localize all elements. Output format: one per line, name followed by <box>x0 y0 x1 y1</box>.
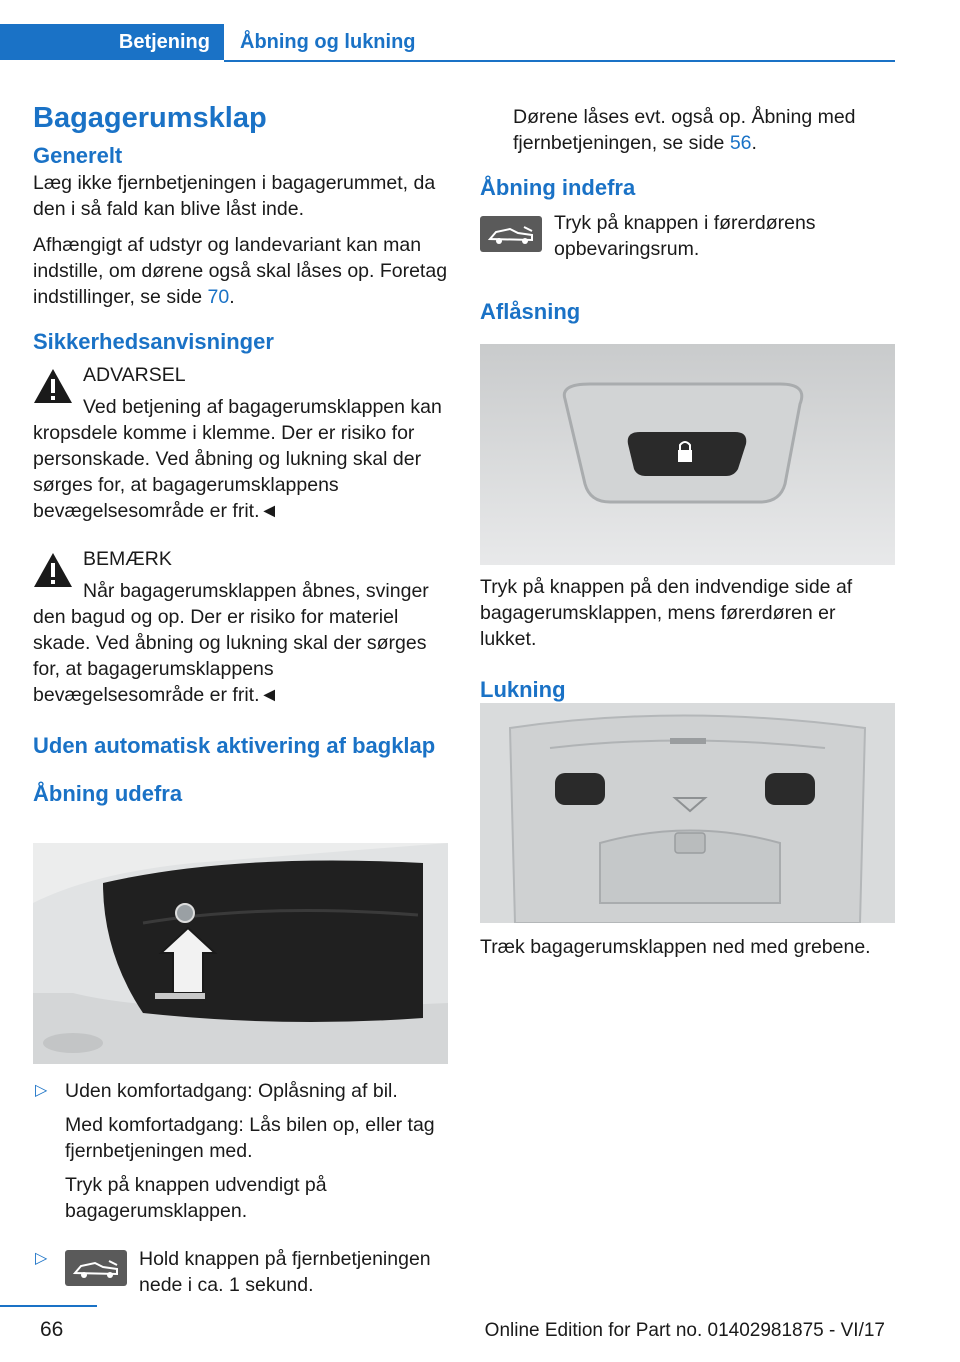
tab-betjening[interactable]: Betjening <box>0 24 224 60</box>
footer-rule <box>0 1305 97 1307</box>
warning-icon <box>33 368 73 404</box>
warning-label: ADVARSEL <box>83 364 186 386</box>
continuation-end: . <box>751 132 757 154</box>
bullet-1-line-3: Tryk på knappen udvendigt på bagagerumsklappen. <box>65 1174 327 1222</box>
close-paragraph-wrap <box>480 934 895 970</box>
trunk-exterior-photo <box>33 843 448 1064</box>
car-rear-illustration <box>33 843 448 1064</box>
bullet-2 <box>33 1246 448 1298</box>
close-text: Træk bagagerumsklappen ned med grebene. <box>480 936 871 958</box>
warning-icon <box>33 552 73 588</box>
bullet-marker: ▷ <box>35 1082 48 1099</box>
safety-heading: Sikkerhedsanvisninger <box>33 329 274 354</box>
outside-heading: Åbning udefra <box>33 781 183 806</box>
page-link-70[interactable]: 70 <box>207 286 230 308</box>
bullet-1-line-1: Uden komfortadgang: Oplåsning af bil. <box>65 1080 398 1102</box>
trunk-interior-photo <box>480 703 895 923</box>
left-bullets <box>33 1078 448 1298</box>
generelt-paragraph-2-end: . <box>229 286 235 308</box>
inside-block <box>480 210 895 262</box>
warning-block <box>33 362 448 388</box>
bullet-marker: ▷ <box>35 1250 48 1267</box>
edition-line: Online Edition for Part no. 01402981875 - VI/17 <box>484 1320 885 1341</box>
bullet-1 <box>33 1078 448 1224</box>
lock-text: Tryk på knappen på den indvendige side af bagagerumsklappen, mens førerdøren er lukket. <box>480 576 853 650</box>
close-heading: Lukning <box>480 677 566 702</box>
note-block <box>33 546 448 572</box>
header-divider <box>224 60 895 62</box>
inside-text: Tryk på knappen i førerdørens opbevaringsrum. <box>554 212 816 260</box>
chapter-header <box>0 24 895 62</box>
car-trunk-button-icon <box>480 216 542 252</box>
generelt-paragraph-2-text: Afhængigt af udstyr og landevariant kan man indstille, om dørene også skal låses op. Foretag indstillinger, se side <box>33 234 448 308</box>
lock-heading: Aflåsning <box>480 299 581 324</box>
generelt-paragraph-2 <box>33 232 448 310</box>
car-trunk-button-icon <box>65 1250 127 1286</box>
right-column <box>480 104 895 326</box>
right-column-lower <box>480 574 895 704</box>
inside-heading: Åbning indefra <box>480 175 636 200</box>
left-column <box>33 100 448 808</box>
page-link-56[interactable]: 56 <box>729 132 752 154</box>
continuation-paragraph <box>480 104 895 156</box>
page-title: Bagagerumsklap <box>33 102 267 134</box>
continuation-text: Dørene låses evt. også op. Åbning med fjernbetjeningen, se side <box>513 106 856 154</box>
page-number: 66 <box>40 1318 64 1341</box>
warning-text: Ved betjening af bagagerumsklappen kan kropsdele komme i klemme. Der er risiko for personskade. Ved åbning og lukning skal der sørges for, at bagagerumsklappens bevægelsesområde er frit.◄ <box>33 396 442 522</box>
note-text: Når bagagerumsklappen åbnes, svinger den bagud og op. Der er risiko for materiel skade. Ved åbning og lukning skal der sørges for, at bagagerumsklappens bevægelsesområde er frit.◄ <box>33 580 429 706</box>
generelt-paragraph-1: Læg ikke fjernbetjeningen i bagagerummet, da den i så fald kan blive låst inde. <box>33 172 436 220</box>
generelt-heading: Generelt <box>33 143 123 168</box>
bullet-2-text: Hold knappen på fjernbetjeningen nede i ca. 1 sekund. <box>139 1248 431 1296</box>
note-label: BEMÆRK <box>83 548 172 570</box>
bullet-1-line-2: Med komfortadgang: Lås bilen op, eller tag fjernbetjeningen med. <box>65 1114 435 1162</box>
lock-button-photo <box>480 344 895 565</box>
auto-heading: Uden automatisk aktivering af bagklap <box>33 733 436 758</box>
tab-aabning-og-lukning[interactable]: Åbning og lukning <box>240 31 416 53</box>
